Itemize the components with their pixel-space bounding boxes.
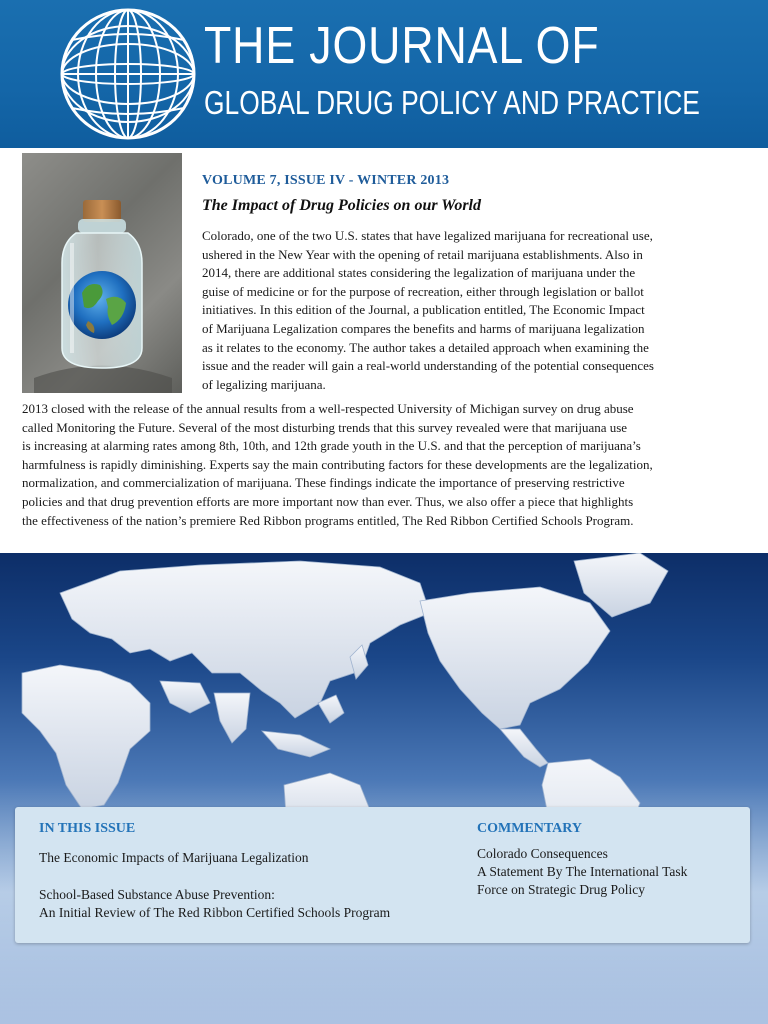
commentary-link-statement[interactable]: A Statement By The International Task [477, 864, 688, 879]
intro-line: ushered in the New Year with the opening of retail marijuana establishments. Also in [202, 246, 643, 262]
issue-volume-line: VOLUME 7, ISSUE IV - WINTER 2013 [202, 173, 450, 188]
in-this-issue-panel [15, 807, 750, 943]
journal-subtitle: GLOBAL DRUG POLICY AND PRACTICE [204, 84, 700, 121]
article-link-school-prevention[interactable]: School-Based Substance Abuse Prevention: [39, 887, 275, 902]
globe-icon [52, 4, 204, 144]
masthead [0, 0, 768, 148]
jar-with-earth-illustration [22, 153, 182, 393]
world-map-background [0, 553, 768, 1024]
intro-paragraph [202, 227, 732, 394]
body-line: 2013 closed with the release of the annual results from a well-respected University of Michigan survey on drug abuse [22, 401, 634, 416]
intro-line: 2014, there are additional states considering the legalization of marijuana under the [202, 265, 636, 281]
commentary-link-statement-cont[interactable]: Force on Strategic Drug Policy [477, 882, 645, 897]
world-map-illustration [0, 553, 768, 1024]
body-line: the effectiveness of the nation’s premiere Red Ribbon programs entitled, The Red Ribbon Certified Schools Program. [22, 512, 634, 528]
intro-line: guise of medicine or for the purpose of recreation, either through legislation or ballot [202, 283, 644, 299]
intro-line: as it relates to the economy. The author takes a detailed approach when examining the [202, 339, 649, 355]
intro-line: issue and the reader will gain a real-world understanding of the potential consequences [202, 358, 654, 374]
body-paragraph [22, 400, 762, 530]
body-line: normalization, and commercialization of marijuana. These findings indicate the importance of preserving restrictive [22, 475, 625, 491]
body-line: called Monitoring the Future. Several of the most disturbing trends that this survey revealed were that marijuana use [22, 419, 628, 435]
body-line: harmfulness is rapidly diminishing. Experts say the main contributing factors for these developments are the legalization, [22, 456, 653, 472]
intro-line: initiatives. In this edition of the Journal, a publication entitled, The Economic Impact [202, 302, 645, 318]
body-line: policies and that drug prevention efforts are more important now than ever. Thus, we also offer a piece that highlights [22, 493, 634, 509]
article-link-school-prevention-cont[interactable]: An Initial Review of The Red Ribbon Certified Schools Program [39, 905, 391, 920]
body-line: is increasing at alarming rates among 8th, 10th, and 12th grade youth in the U.S. and that the perception of marijuana’s [22, 438, 641, 454]
intro-line: Colorado, one of the two U.S. states that have legalized marijuana for recreational use, [202, 228, 653, 243]
in-this-issue-heading: IN THIS ISSUE [39, 821, 136, 836]
intro-line: of legalizing marijuana. [202, 376, 326, 392]
intro-line: of Marijuana Legalization compares the benefits and harms of marijuana legalization [202, 320, 645, 336]
issue-headline: The Impact of Drug Policies on our World [202, 197, 481, 214]
article-link-economic-impacts[interactable]: The Economic Impacts of Marijuana Legalization [39, 850, 309, 865]
cover-photo [22, 153, 182, 393]
journal-title: THE JOURNAL OF [204, 17, 600, 75]
commentary-heading: COMMENTARY [477, 821, 583, 836]
commentary-link-colorado[interactable]: Colorado Consequences [477, 846, 608, 861]
